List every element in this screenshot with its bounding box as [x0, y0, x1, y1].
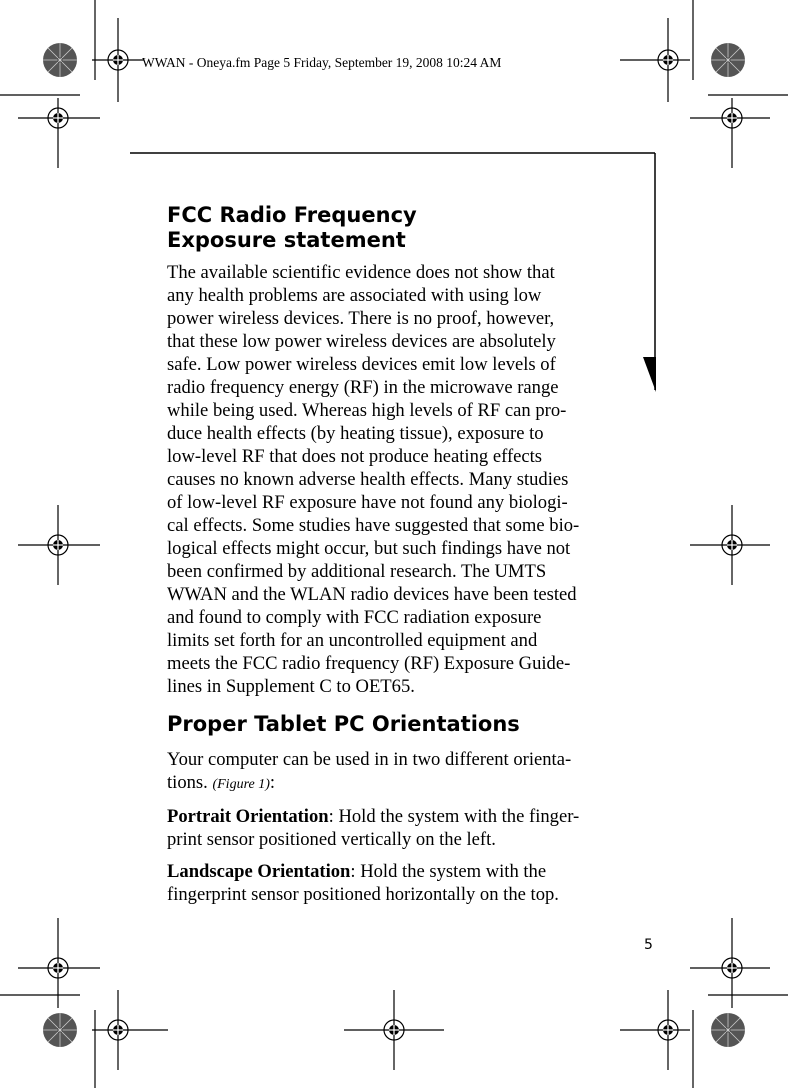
tablet-intro-paragraph	[167, 748, 625, 796]
registration-mark-upper-right	[690, 98, 770, 168]
figure-reference: (Figure 1)	[212, 777, 270, 792]
fcc-line: and found to comply with FCC radiation exposure	[167, 607, 542, 628]
fcc-paragraph	[167, 261, 625, 698]
registration-mark-bottom-right	[620, 990, 690, 1070]
fcc-line: any health problems are associated with using low	[167, 285, 542, 306]
landscape-term: Landscape Orientation	[167, 861, 351, 882]
fcc-line: lines in Supplement C to OET65.	[167, 676, 415, 697]
page-number: 5	[644, 937, 653, 953]
landscape-text: fingerprint sensor positioned horizontally on the top.	[167, 884, 559, 905]
portrait-term: Portrait Orientation	[167, 806, 329, 827]
fcc-line: of low-level RF exposure have not found any biologi-	[167, 492, 568, 513]
fcc-line: meets the FCC radio frequency (RF) Exposure Guide-	[167, 653, 571, 674]
fcc-heading-line2: Exposure statement	[167, 228, 406, 252]
fcc-line: logical effects might occur, but such findings have not	[167, 538, 571, 559]
portrait-paragraph	[167, 805, 625, 851]
fcc-line: safe. Low power wireless devices emit low levels of	[167, 354, 556, 375]
fcc-line: cal effects. Some studies have suggested that some bio-	[167, 515, 580, 536]
fcc-line: WWAN and the WLAN radio devices have been tested	[167, 584, 577, 605]
fcc-line: while being used. Whereas high levels of RF can pro-	[167, 400, 567, 421]
portrait-text: print sensor positioned vertically on the left.	[167, 829, 496, 850]
slug-line: WWAN - Oneya.fm Page 5 Friday, September 19, 2008 10:24 AM	[142, 55, 502, 70]
intro-colon: :	[269, 772, 276, 793]
fcc-line: causes no known adverse health effects. Many studies	[167, 469, 569, 490]
fcc-line: The available scientific evidence does not show that	[167, 262, 555, 283]
fcc-line: radio frequency energy (RF) in the microwave range	[167, 377, 559, 398]
fcc-line: that these low power wireless devices are absolutely	[167, 331, 556, 352]
intro-line: Your computer can be used in in two different orienta-	[167, 749, 572, 770]
fcc-heading-line1: FCC Radio Frequency	[167, 203, 417, 227]
fcc-line: limits set forth for an uncontrolled equipment and	[167, 630, 538, 651]
landscape-paragraph	[167, 860, 625, 906]
fcc-heading	[167, 203, 625, 253]
registration-mark-bottom-left	[92, 990, 168, 1070]
registration-mark-top-right	[620, 18, 690, 102]
fcc-line: duce health effects (by heating tissue), exposure to	[167, 423, 544, 444]
landscape-text: : Hold the system with the	[350, 861, 547, 882]
fcc-line: low-level RF that does not produce heating effects	[167, 446, 543, 467]
page-content	[167, 203, 625, 906]
intro-line: tions.	[167, 772, 213, 793]
tablet-orientation-heading: Proper Tablet PC Orientations	[167, 712, 520, 736]
fcc-line: been confirmed by additional research. The UMTS	[167, 561, 547, 582]
fcc-line: power wireless devices. There is no proof, however,	[167, 308, 555, 329]
registration-mark-upper-left	[18, 98, 100, 168]
portrait-text: : Hold the system with the finger-	[328, 806, 580, 827]
